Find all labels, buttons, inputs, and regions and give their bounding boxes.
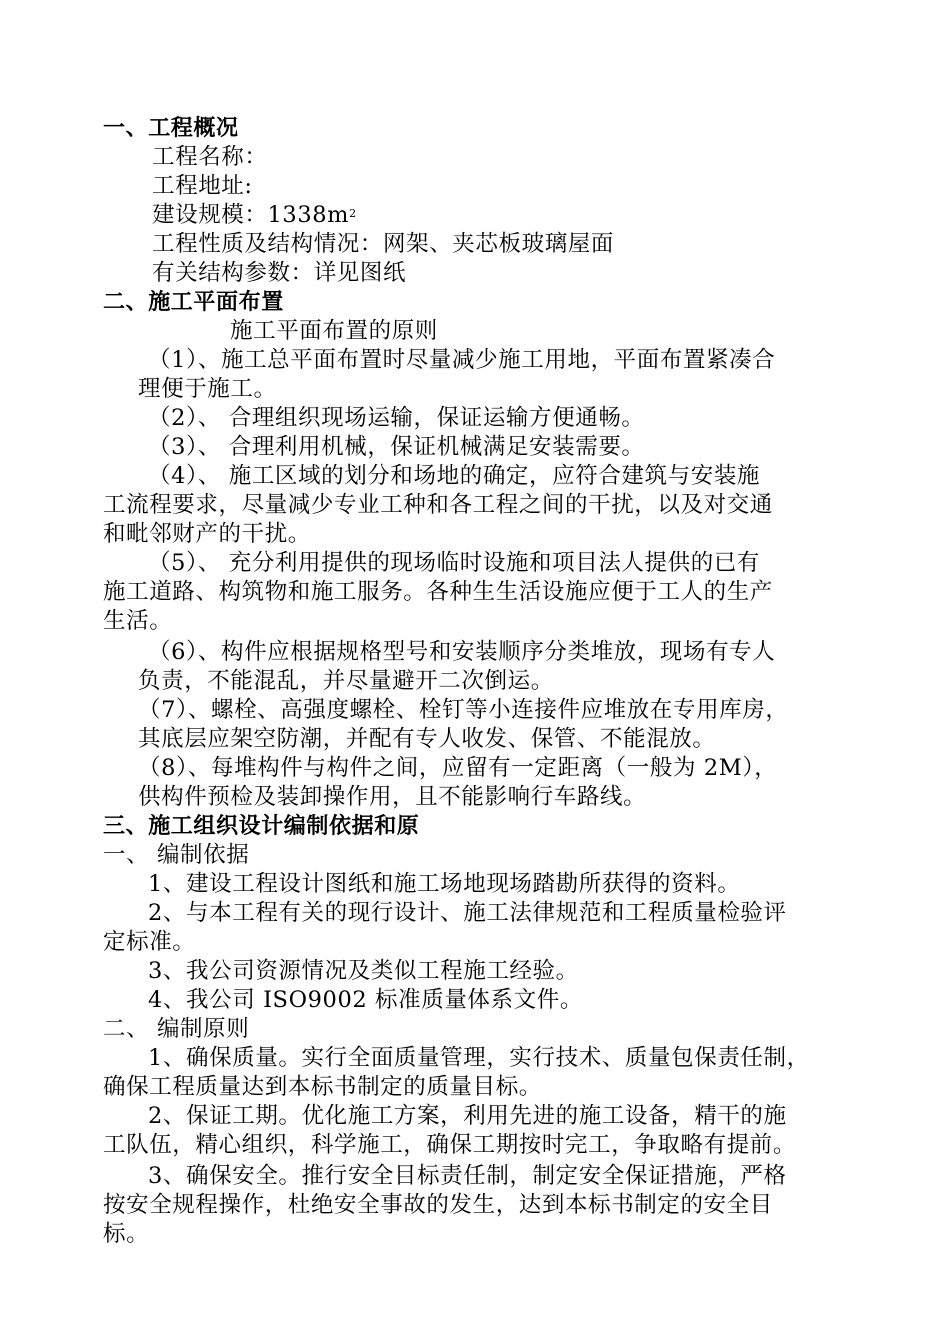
layout-item-line: （4）、 施工区域的划分和场地的确定，应符合建筑与安装施 [148, 463, 761, 489]
layout-item-line: （2）、 合理组织现场运输，保证运输方便通畅。 [148, 405, 645, 431]
principle-line: 工队伍，精心组织，科学施工，确保工期按时完工，争取略有提前。 [103, 1132, 797, 1158]
project-nature: 工程性质及结构情况：网架、夹芯板玻璃屋面 [152, 231, 615, 257]
basis-line: 1、建设工程设计图纸和施工场地现场踏勘所获得的资料。 [148, 871, 741, 897]
section-heading-layout: 二、施工平面布置 [103, 290, 284, 315]
layout-principles-subheading: 施工平面布置的原则 [230, 318, 438, 344]
project-address-label: 工程地址: [152, 173, 253, 199]
principle-line: 标。 [103, 1221, 150, 1247]
principle-line: 确保工程质量达到本标书制定的质量目标。 [103, 1074, 542, 1100]
principle-line: 按安全规程操作，杜绝安全事故的发生，达到本标书制定的安全目 [103, 1192, 773, 1218]
basis-subheading: 一、 编制依据 [103, 842, 250, 868]
section-heading-overview: 一、工程概况 [103, 116, 239, 141]
layout-item-line: 理便于施工。 [138, 376, 277, 402]
layout-item-line: （6）、构件应根据规格型号和安装顺序分类堆放，现场有专人 [148, 639, 776, 665]
principle-line: 2、保证工期。优化施工方案，利用先进的施工设备，精干的施 [148, 1103, 787, 1129]
layout-item-line: 其底层应架空防潮，并配有专人收发、保管、不能混放。 [138, 726, 716, 752]
layout-item-line: 生活。 [103, 608, 173, 634]
layout-item-line: 施工道路、构筑物和施工服务。各种生生活设施应便于工人的生产 [103, 579, 773, 605]
layout-item-line: 供构件预检及装卸操作用，且不能影响行车路线。 [138, 784, 647, 810]
basis-line: 3、我公司资源情况及类似工程施工经验。 [148, 958, 579, 984]
layout-item-line: 负责，不能混乱，并尽量避开二次倒运。 [138, 668, 554, 694]
project-scale [152, 201, 357, 230]
basis-line: 4、我公司 ISO9002 标准质量体系文件。 [148, 987, 583, 1013]
layout-item-line: 工流程要求，尽量减少专业工种和各工程之间的干扰，以及对交通 [103, 492, 773, 518]
principle-line: 3、确保安全。推行安全目标责任制，制定安全保证措施，严格 [148, 1163, 787, 1189]
layout-item-line: （1）、施工总平面布置时尽量减少施工用地，平面布置紧凑合 [148, 347, 776, 373]
layout-item-line: （5）、 充分利用提供的现场临时设施和项目法人提供的已有 [148, 550, 761, 576]
layout-item-line: （7）、螺栓、高强度螺栓、栓钉等小连接件应堆放在专用库房， [138, 697, 789, 723]
structure-params: 有关结构参数：详见图纸 [152, 260, 407, 286]
principles-subheading: 二、 编制原则 [103, 1016, 250, 1042]
project-scale-value: 建设规模：1338m [152, 202, 350, 228]
layout-item-line: 和毗邻财产的干扰。 [103, 521, 311, 547]
layout-item-line: （8）、每堆构件与构件之间，应留有一定距离（一般为 2M）， [138, 755, 778, 781]
basis-line: 定标准。 [103, 929, 196, 955]
principle-line: 1、确保质量。实行全面质量管理，实行技术、质量包保责任制， [148, 1045, 810, 1071]
area-unit-superscript: 2 [349, 207, 357, 220]
section-heading-basis-principles: 三、施工组织设计编制依据和原 [103, 814, 420, 839]
project-name-label: 工程名称： [152, 144, 268, 170]
layout-item-line: （3）、 合理利用机械，保证机械满足安装需要。 [148, 434, 645, 460]
basis-line: 2、与本工程有关的现行设计、施工法律规范和工程质量检验评 [148, 900, 787, 926]
